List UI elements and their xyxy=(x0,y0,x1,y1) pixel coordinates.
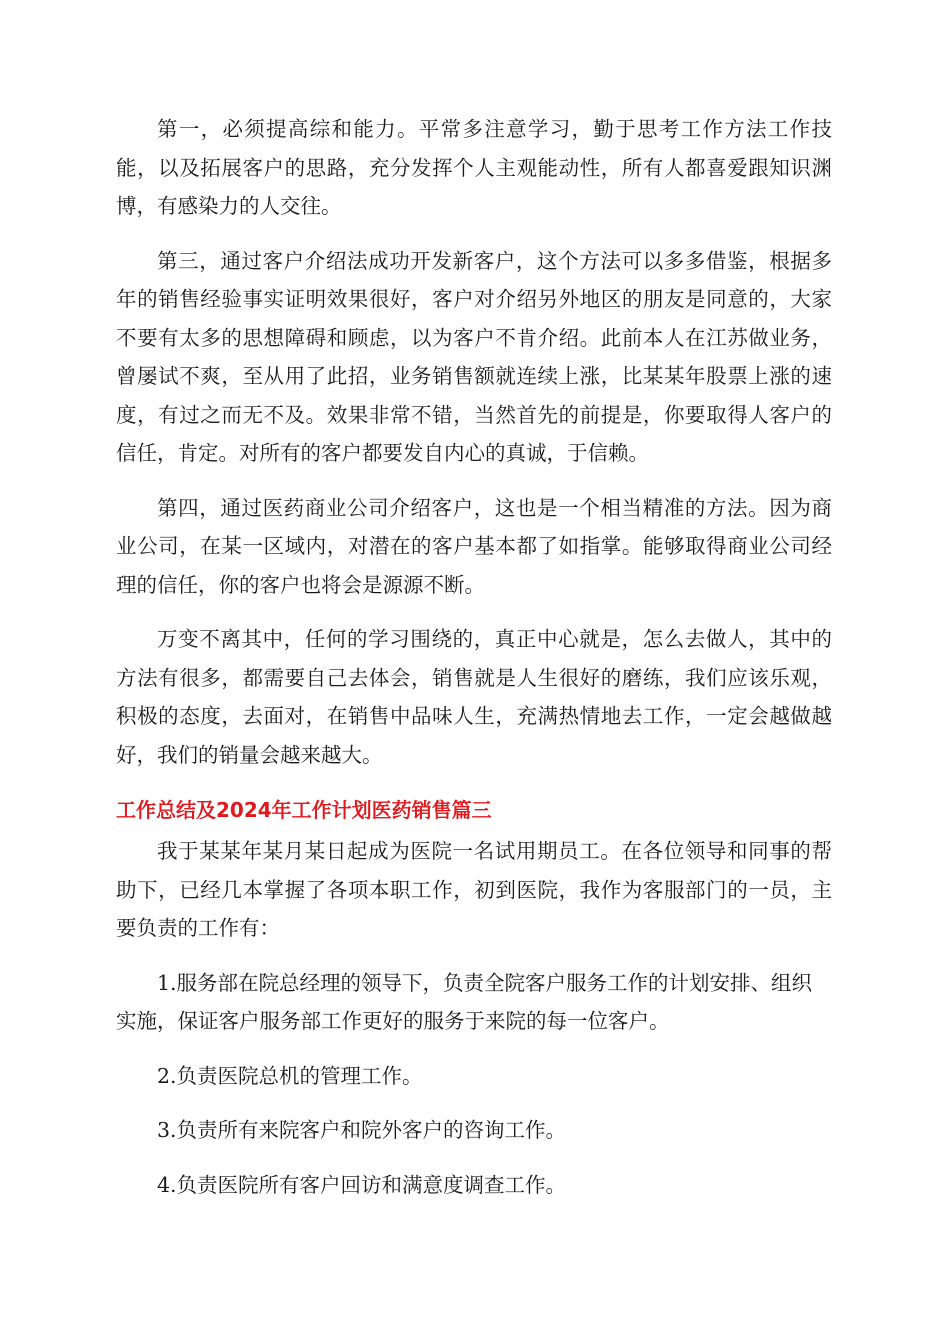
list-item: 2.负责医院总机的管理工作。 xyxy=(157,1063,423,1088)
list-item: 3.负责所有来院客户和院外客户的咨询工作。 xyxy=(157,1118,567,1142)
paragraph-third: 第三，通过客户介绍法成功开发新客户，这个方法可以多多借鉴，根据多年的销售经验事实证明效果很好，客户对介绍另外地区的朋友是同意的，大家不要有太多的思想障碍和顾虑，以为客户不肯介绍。此前本人在江苏做业务，曾屡试不爽，至从用了此招，业务销售额就连续上涨，比某某年股票上涨的速度，有过之而无不及。效果非常不错，当然首先的前提是，你要取得人客户的信任，肯定。对所有的客户都要发自内心的真诚，于信赖。 xyxy=(116,248,832,465)
list-item: 4.负责医院所有客户回访和满意度调查工作。 xyxy=(157,1172,567,1197)
document-page xyxy=(116,110,832,1220)
paragraph-summary: 万变不离其中，任何的学习围绕的，真正中心就是，怎么去做人，其中的方法有很多，都需要自己去体会，销售就是人生很好的磨练，我们应该乐观，积极的态度，去面对，在销售中品味人生，充满热情地去工作，一定会越做越好，我们的销量会越来越大。 xyxy=(116,627,832,767)
paragraph-intro: 我于某某年某月某日起成为医院一名试用期员工。在各位领导和同事的帮助下，已经几本掌握了各项本职工作，初到医院，我作为客服部门的一员，主要负责的工作有： xyxy=(116,839,832,940)
paragraph-fourth: 第四，通过医药商业公司介绍客户，这也是一个相当精准的方法。因为商业公司，在某一区域内，对潜在的客户基本都了如指掌。能够取得商业公司经理的信任，你的客户也将会是源源不断。 xyxy=(116,495,832,597)
section-heading: 工作总结及2024年工作计划医药销售篇三 xyxy=(116,798,492,822)
list-item: 1.服务部在院总经理的领导下，负责全院客户服务工作的计划安排、组织实施，保证客户服务部工作更好的服务于来院的每一位客户。 xyxy=(116,970,813,1033)
paragraph-first: 第一，必须提高综和能力。平常多注意学习，勤于思考工作方法工作技能，以及拓展客户的思路，充分发挥个人主观能动性，所有人都喜爱跟知识渊博，有感染力的人交往。 xyxy=(116,117,832,218)
